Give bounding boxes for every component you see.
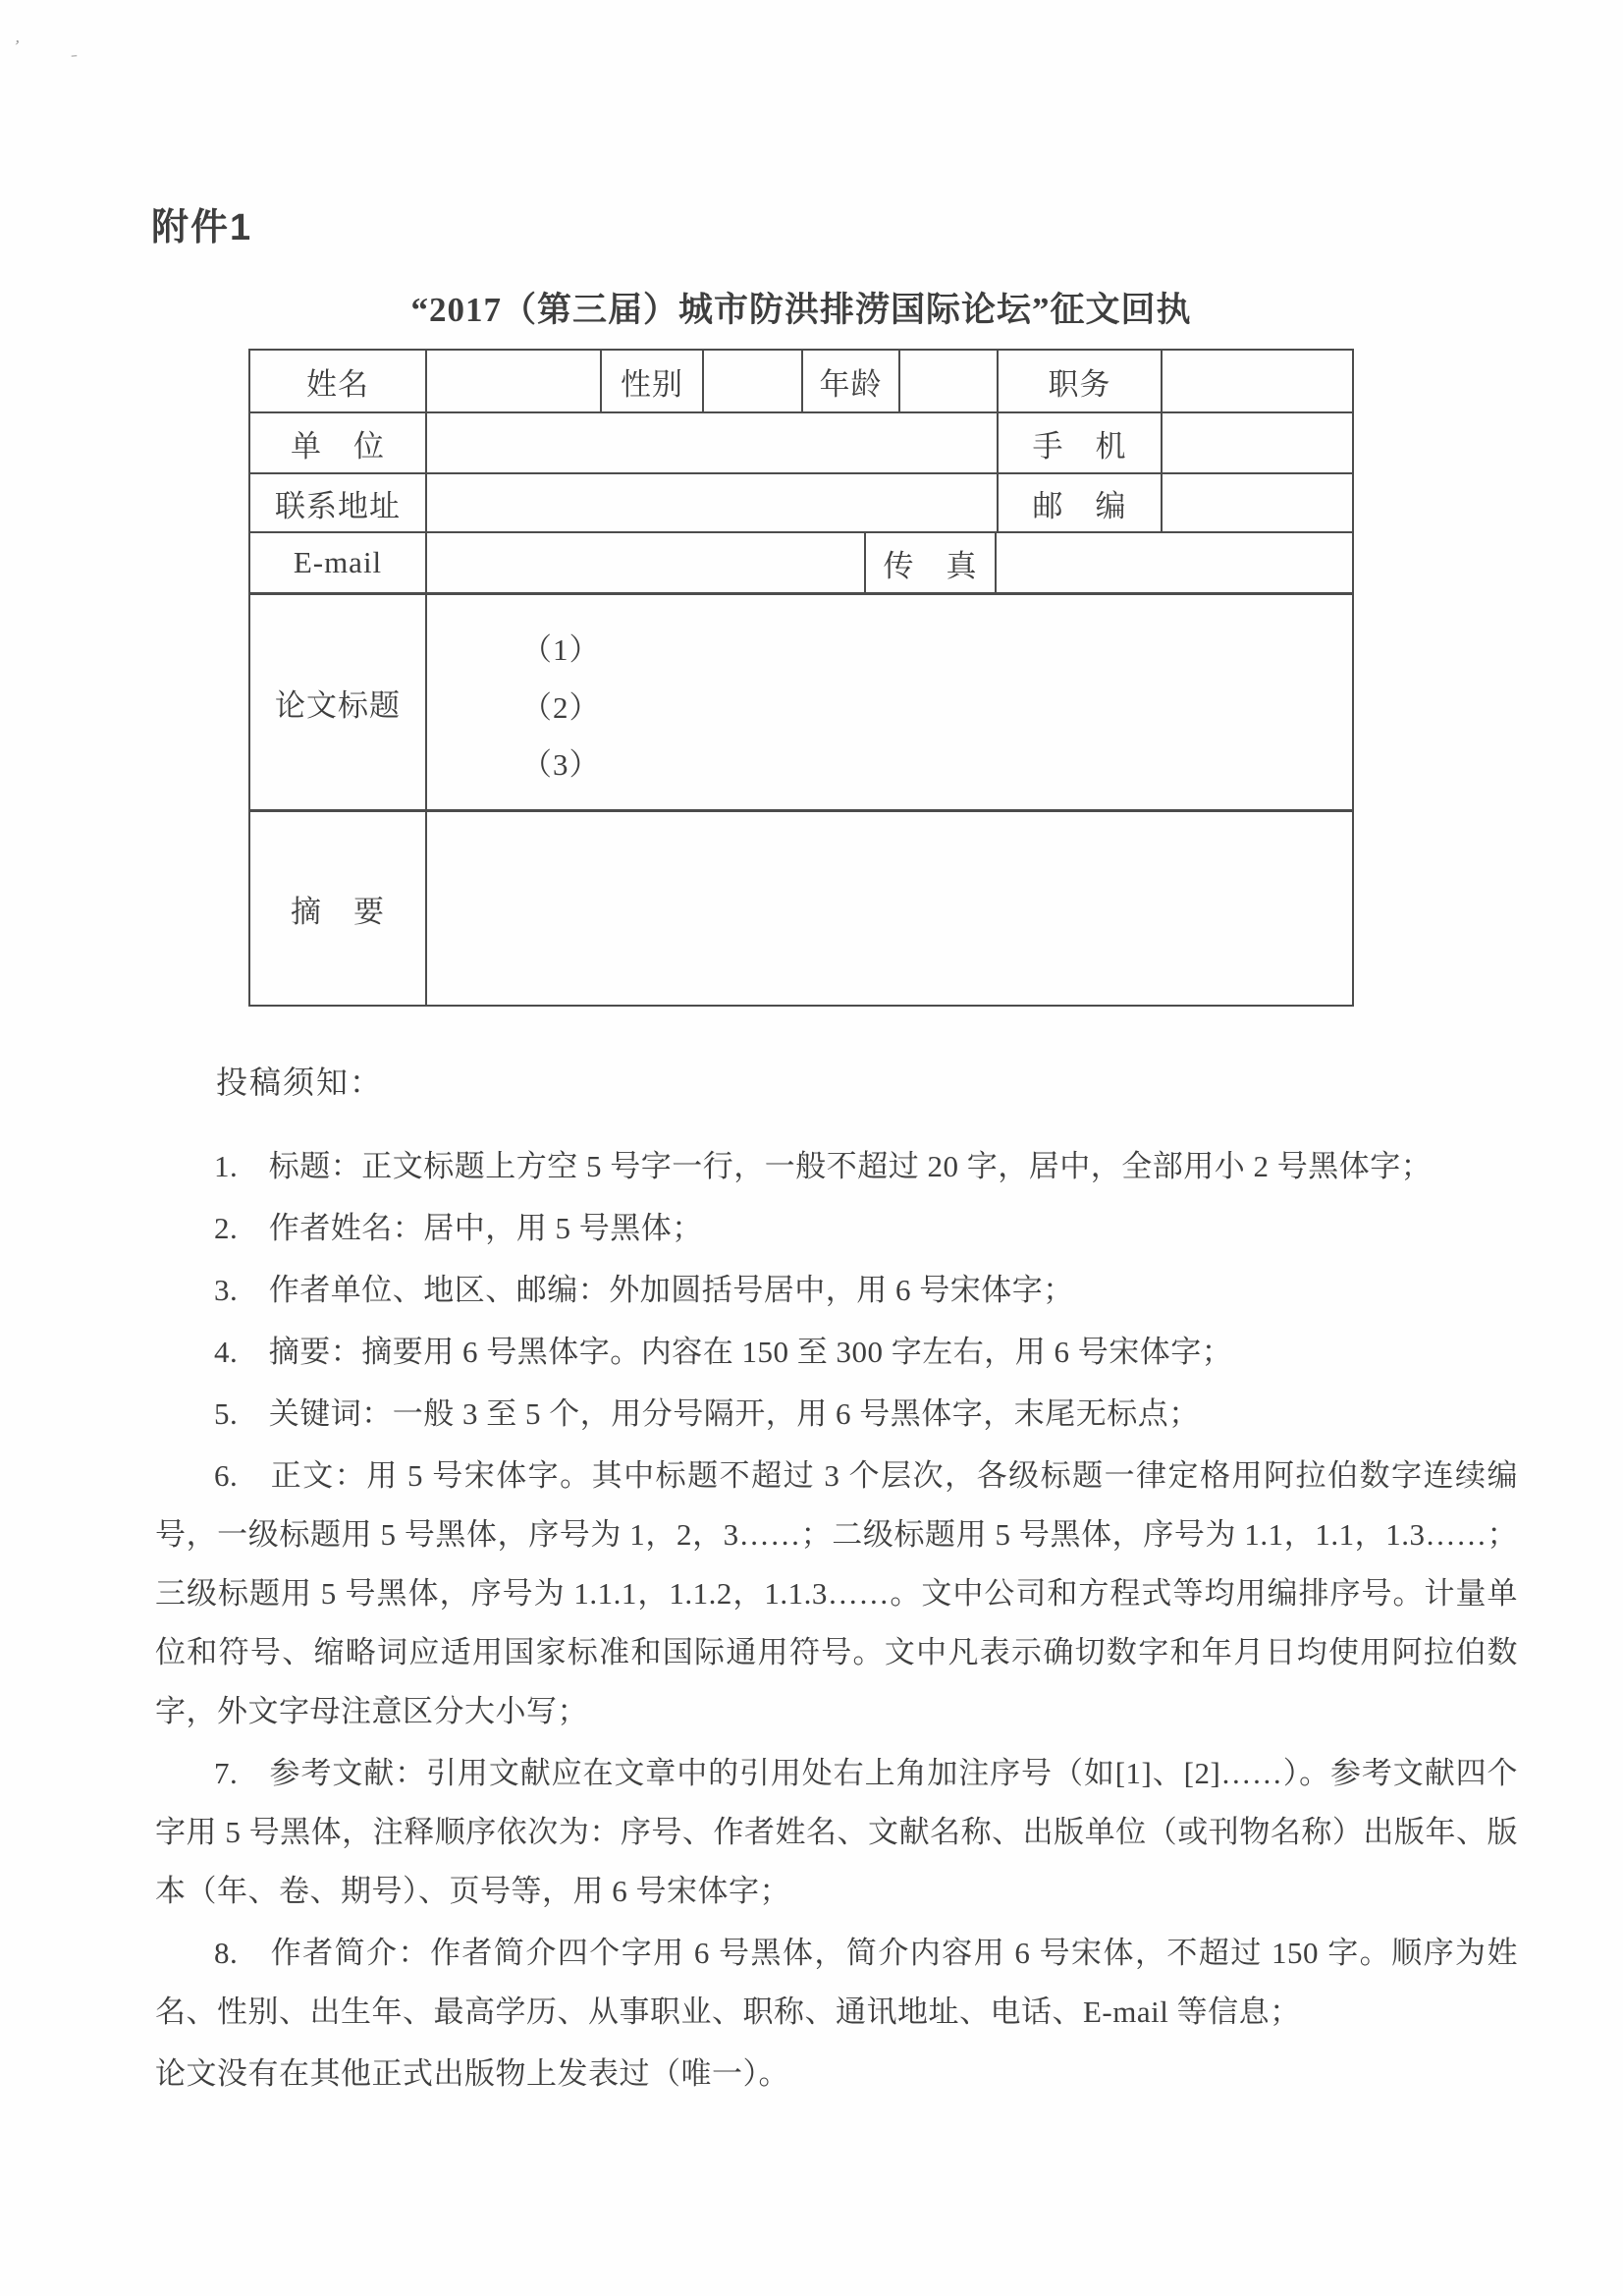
note-item-4: 4. 摘要：摘要用 6 号黑体字。内容在 150 至 300 字左右，用 6 号宋体字； [214, 1335, 1233, 1369]
abstract-value-cell [427, 812, 1352, 1005]
gender-label: 性别 [602, 351, 704, 411]
position-label: 职务 [999, 351, 1163, 411]
submission-notes-section [155, 1053, 1518, 2104]
mobile-label: 手 机 [999, 413, 1163, 472]
table-row-address [250, 474, 1352, 533]
table-row-name [250, 351, 1352, 413]
note-closing-line: 论文没有在其他正式出版物上发表过（唯一）。 [155, 2056, 789, 2091]
note-item-1: 1. 标题：正文标题上方空 5 号字一行，一般不超过 20 字，居中，全部用小 2 号黑体字； [214, 1149, 1433, 1183]
address-label: 联系地址 [250, 474, 427, 531]
email-label: E-mail [250, 533, 427, 592]
note-item-6: 6. 正文：用 5 号宋体字。其中标题不超过 3 个层次，各级标题一律定格用阿拉伯数字连续编号，一级标题用 5 号黑体，序号为 1，2，3……；二级标题用 5 号黑体，序号为 1.1，1.1，1.3……；三级标题用 5 号黑体，序号为 1.1.1，1.1.2，1.1.3……。文中公司和方程式等均用编排序号。计量单位和符号、缩略词应适用国家标准和国际通用符号。文中凡表示确切数字和年月日均使用阿拉伯数字，外文字母注意区分大小写； [155, 1458, 1518, 1728]
note-item-7: 7. 参考文献：引用文献应在文章中的引用处右上角加注序号（如[1]、[2]……）。参考文献四个字用 5 号黑体，注释顺序依次为：序号、作者姓名、文献名称、出版单位（或刊物名称）出版年、版本（年、卷、期号）、页号等，用 6 号宋体字； [155, 1756, 1518, 1908]
page-title: “2017（第三届）城市防洪排涝国际论坛”征文回执 [410, 291, 1192, 329]
address-value-cell [427, 474, 999, 531]
scan-artifact-mark: ˍ [70, 37, 78, 59]
note-item-8: 8. 作者简介：作者简介四个字用 6 号黑体，简介内容用 6 号宋体，不超过 150 字。顺序为姓名、性别、出生年、最高学历、从事职业、职称、通讯地址、电话、E-mail 等信息； [155, 1936, 1518, 2029]
scan-artifact-mark: ’ [12, 35, 22, 57]
email-value-cell [427, 533, 866, 592]
abstract-label: 摘 要 [250, 812, 427, 1005]
table-row-paper-title [250, 595, 1352, 812]
table-row-organization [250, 413, 1352, 474]
note-item-3: 3. 作者单位、地区、邮编：外加圆括号居中，用 6 号宋体字； [214, 1273, 1074, 1307]
mobile-value-cell [1163, 413, 1352, 472]
table-row-email [250, 533, 1352, 595]
paper-title-label: 论文标题 [250, 595, 427, 809]
position-value-cell [1163, 351, 1352, 411]
paper-title-item-2: （2） [521, 689, 601, 725]
note-item-5: 5. 关键词：一般 3 至 5 个，用分号隔开，用 6 号黑体字，末尾无标点； [214, 1396, 1200, 1431]
organization-value-cell [427, 413, 999, 472]
age-label: 年龄 [803, 351, 900, 411]
note-item-2: 2. 作者姓名：居中，用 5 号黑体； [214, 1211, 703, 1245]
paper-title-item-3: （3） [521, 747, 601, 782]
attachment-label: 附件1 [151, 207, 253, 248]
postcode-value-cell [1163, 474, 1352, 531]
paper-title-item-1: （1） [521, 632, 601, 667]
postcode-label: 邮 编 [999, 474, 1163, 531]
name-value-cell [427, 351, 602, 411]
paper-title-value-cell [427, 595, 1352, 809]
name-label: 姓名 [250, 351, 427, 411]
notes-heading: 投稿须知： [216, 1065, 384, 1100]
gender-value-cell [704, 351, 803, 411]
fax-label: 传 真 [866, 533, 997, 592]
organization-label: 单 位 [250, 413, 427, 472]
reply-form-table [248, 349, 1354, 1007]
fax-value-cell [997, 533, 1352, 592]
table-row-abstract [250, 812, 1352, 1005]
age-value-cell [900, 351, 999, 411]
